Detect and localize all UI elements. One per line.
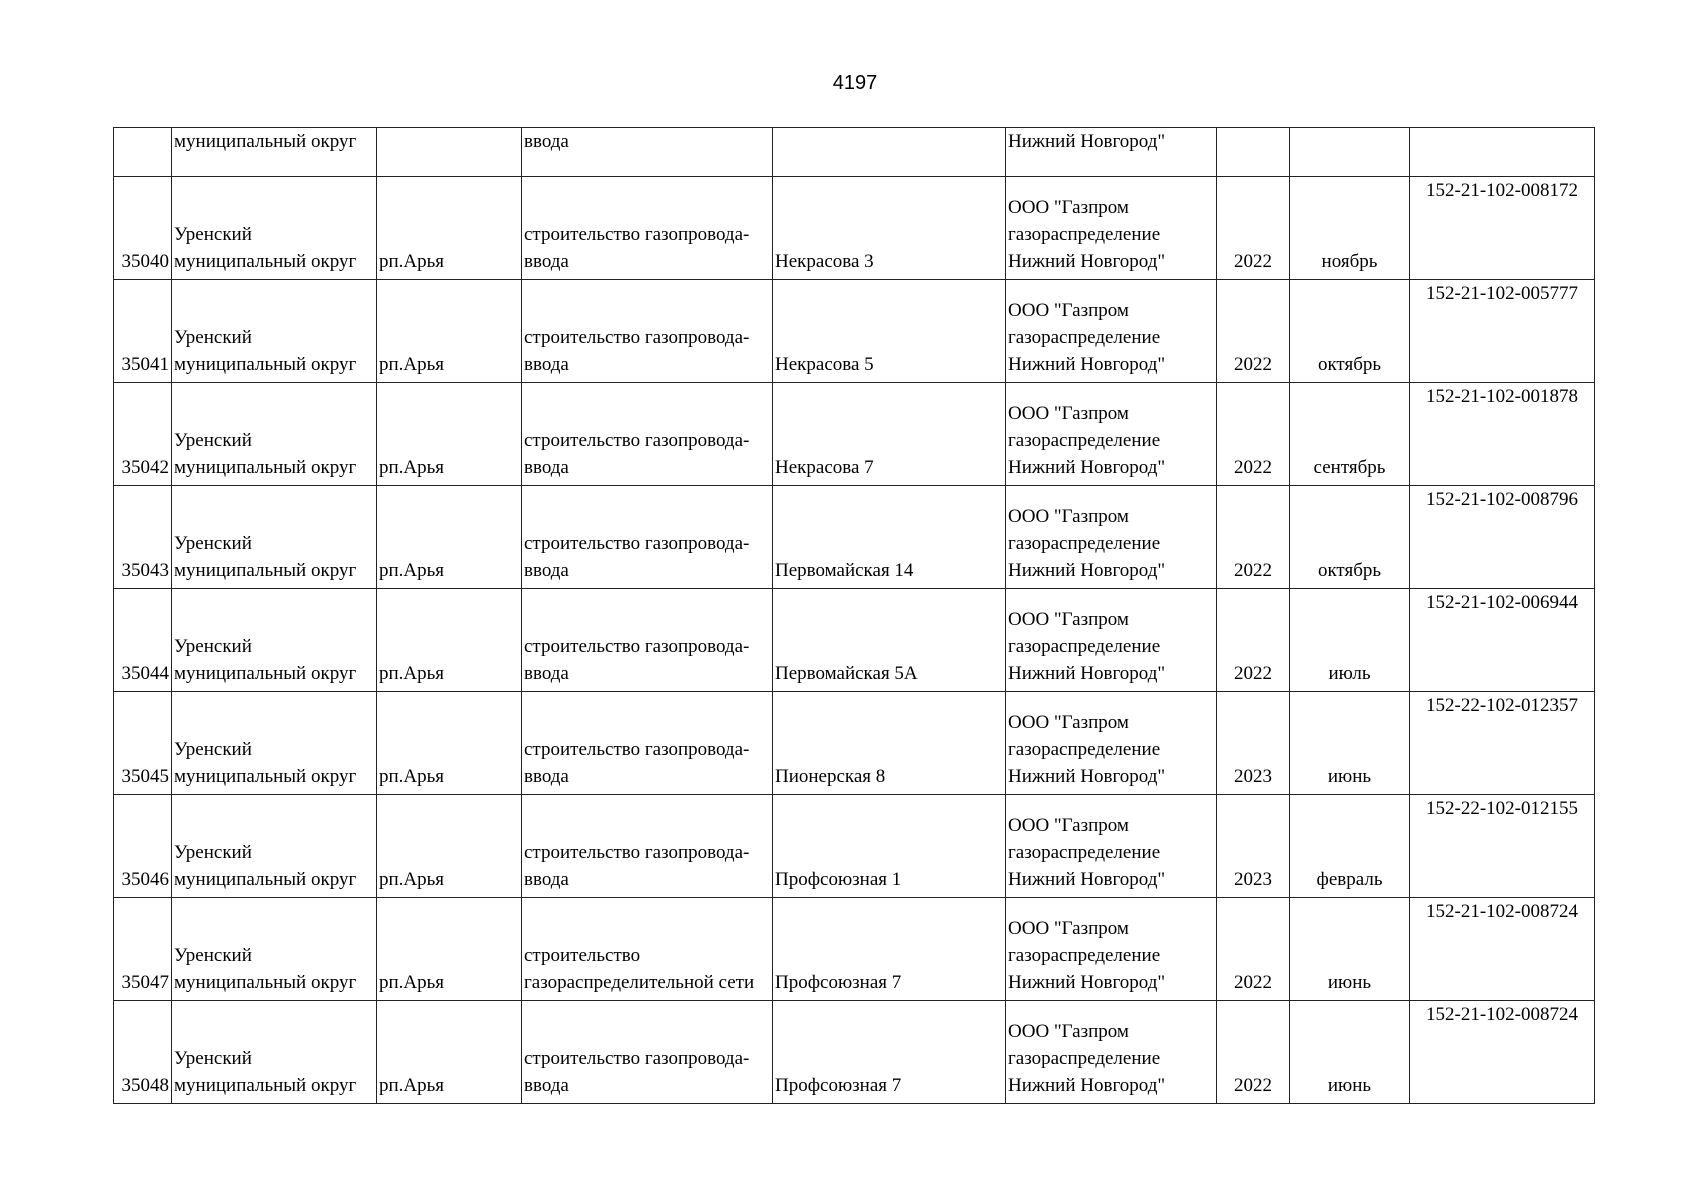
settlement-cell: рп.Арья [377,486,522,589]
organization-line: ООО "Газпром [1008,403,1129,424]
district-line: муниципальный округ [174,663,357,684]
organization-cell [1006,589,1217,692]
work-type-line: ввода [524,354,569,375]
table-row [114,1001,1595,1104]
year-cell: 2022 [1217,1001,1290,1104]
organization-line: Нижний Новгород" [1008,972,1166,993]
registry-table [113,127,1595,1104]
organization-line: Нижний Новгород" [1008,560,1166,581]
work-type-line: строительство газопровода- [524,842,750,863]
settlement-cell: рп.Арья [377,898,522,1001]
district-line: муниципальный округ [174,766,357,787]
work-type-cell [522,795,773,898]
page-number: 4197 [832,72,878,94]
organization-cell [1006,1001,1217,1104]
organization-cell [1006,383,1217,486]
work-type-cell [522,128,773,177]
settlement-cell: рп.Арья [377,383,522,486]
month-cell: сентябрь [1290,383,1410,486]
district-line: муниципальный округ [174,131,357,152]
settlement-cell: рп.Арья [377,589,522,692]
address-cell: Профсоюзная 1 [773,795,1006,898]
row-number-cell [114,128,172,177]
district-cell [172,1001,377,1104]
work-type-line: ввода [524,663,569,684]
organization-cell [1006,898,1217,1001]
registry-code-cell: 152-21-102-008724 [1410,898,1595,1001]
month-cell: июль [1290,589,1410,692]
district-cell [172,280,377,383]
table-row [114,795,1595,898]
year-cell: 2023 [1217,692,1290,795]
month-cell: октябрь [1290,486,1410,589]
address-cell: Первомайская 14 [773,486,1006,589]
table-row [114,383,1595,486]
work-type-cell [522,589,773,692]
work-type-cell [522,383,773,486]
organization-line: ООО "Газпром [1008,815,1129,836]
year-cell: 2023 [1217,795,1290,898]
organization-line: ООО "Газпром [1008,506,1129,527]
year-cell: 2022 [1217,589,1290,692]
settlement-cell: рп.Арья [377,177,522,280]
year-cell: 2022 [1217,898,1290,1001]
address-cell [773,128,1006,177]
settlement-cell [377,128,522,177]
district-line: муниципальный округ [174,251,357,272]
organization-line: газораспределение [1008,327,1161,348]
work-type-line: ввода [524,766,569,787]
district-line: муниципальный округ [174,869,357,890]
row-number-cell: 35041 [114,280,172,383]
district-line: муниципальный округ [174,972,357,993]
district-cell [172,128,377,177]
organization-cell [1006,795,1217,898]
organization-line: ООО "Газпром [1008,918,1129,939]
year-cell: 2022 [1217,177,1290,280]
work-type-line: строительство газопровода- [524,1048,750,1069]
registry-code-cell: 152-21-102-008724 [1410,1001,1595,1104]
table-row [114,589,1595,692]
registry-code-cell [1410,128,1595,177]
registry-code-cell: 152-21-102-008796 [1410,486,1595,589]
registry-code-cell: 152-21-102-008172 [1410,177,1595,280]
table-row [114,898,1595,1001]
organization-line: Нижний Новгород" [1008,1075,1166,1096]
district-cell [172,177,377,280]
month-cell: ноябрь [1290,177,1410,280]
year-cell [1217,128,1290,177]
month-cell: июнь [1290,692,1410,795]
organization-line: ООО "Газпром [1008,300,1129,321]
district-line: Уренский [174,945,252,966]
month-cell: февраль [1290,795,1410,898]
district-cell [172,795,377,898]
work-type-cell [522,692,773,795]
organization-cell [1006,486,1217,589]
work-type-cell [522,898,773,1001]
month-cell: июнь [1290,898,1410,1001]
organization-line: ООО "Газпром [1008,712,1129,733]
registry-code-cell: 152-21-102-001878 [1410,383,1595,486]
table-row [114,486,1595,589]
organization-line: Нижний Новгород" [1008,457,1166,478]
registry-table-body [114,128,1595,1104]
organization-cell [1006,692,1217,795]
address-cell: Профсоюзная 7 [773,1001,1006,1104]
table-row [114,177,1595,280]
settlement-cell: рп.Арья [377,692,522,795]
row-number-cell: 35046 [114,795,172,898]
address-cell: Пионерская 8 [773,692,1006,795]
organization-line: Нижний Новгород" [1008,869,1166,890]
address-cell: Некрасова 3 [773,177,1006,280]
table-row [114,128,1595,177]
organization-line: газораспределение [1008,224,1161,245]
district-line: Уренский [174,842,252,863]
district-line: муниципальный округ [174,354,357,375]
organization-cell [1006,177,1217,280]
settlement-cell: рп.Арья [377,1001,522,1104]
month-cell: октябрь [1290,280,1410,383]
row-number-cell: 35042 [114,383,172,486]
settlement-cell: рп.Арья [377,795,522,898]
organization-line: ООО "Газпром [1008,1021,1129,1042]
settlement-cell: рп.Арья [377,280,522,383]
address-cell: Некрасова 7 [773,383,1006,486]
work-type-line: строительство газопровода- [524,533,750,554]
district-cell [172,383,377,486]
row-number-cell: 35048 [114,1001,172,1104]
district-line: Уренский [174,224,252,245]
district-line: муниципальный округ [174,1075,357,1096]
work-type-line: ввода [524,251,569,272]
organization-line: газораспределение [1008,1048,1161,1069]
registry-code-cell: 152-21-102-005777 [1410,280,1595,383]
work-type-line: строительство газопровода- [524,739,750,760]
district-line: Уренский [174,1048,252,1069]
row-number-cell: 35043 [114,486,172,589]
work-type-line: ввода [524,560,569,581]
organization-line: ООО "Газпром [1008,609,1129,630]
row-number-cell: 35045 [114,692,172,795]
organization-line: газораспределение [1008,842,1161,863]
work-type-line: ввода [524,457,569,478]
district-line: Уренский [174,636,252,657]
work-type-line: строительство газопровода- [524,327,750,348]
work-type-line: ввода [524,131,569,152]
row-number-cell: 35047 [114,898,172,1001]
organization-line: газораспределение [1008,945,1161,966]
month-cell [1290,128,1410,177]
district-cell [172,589,377,692]
work-type-line: газораспределительной сети [524,972,755,993]
district-line: Уренский [174,533,252,554]
district-line: Уренский [174,327,252,348]
organization-line: Нижний Новгород" [1008,131,1166,152]
district-line: Уренский [174,739,252,760]
work-type-line: ввода [524,869,569,890]
table-row [114,280,1595,383]
address-cell: Профсоюзная 7 [773,898,1006,1001]
district-cell [172,692,377,795]
organization-line: Нижний Новгород" [1008,663,1166,684]
year-cell: 2022 [1217,383,1290,486]
district-line: Уренский [174,430,252,451]
organization-line: газораспределение [1008,430,1161,451]
row-number-cell: 35040 [114,177,172,280]
organization-line: Нижний Новгород" [1008,251,1166,272]
organization-line: Нижний Новгород" [1008,354,1166,375]
registry-code-cell: 152-21-102-006944 [1410,589,1595,692]
year-cell: 2022 [1217,280,1290,383]
organization-cell [1006,280,1217,383]
table-row [114,692,1595,795]
month-cell: июнь [1290,1001,1410,1104]
work-type-line: ввода [524,1075,569,1096]
organization-cell [1006,128,1217,177]
work-type-line: строительство газопровода- [524,430,750,451]
organization-line: ООО "Газпром [1008,197,1129,218]
registry-code-cell: 152-22-102-012357 [1410,692,1595,795]
address-cell: Первомайская 5А [773,589,1006,692]
work-type-cell [522,280,773,383]
year-cell: 2022 [1217,486,1290,589]
work-type-cell [522,486,773,589]
organization-line: газораспределение [1008,636,1161,657]
work-type-line: строительство газопровода- [524,224,750,245]
organization-line: газораспределение [1008,533,1161,554]
district-cell [172,898,377,1001]
district-cell [172,486,377,589]
row-number-cell: 35044 [114,589,172,692]
address-cell: Некрасова 5 [773,280,1006,383]
organization-line: Нижний Новгород" [1008,766,1166,787]
district-line: муниципальный округ [174,457,357,478]
work-type-line: строительство [524,945,641,966]
registry-code-cell: 152-22-102-012155 [1410,795,1595,898]
district-line: муниципальный округ [174,560,357,581]
organization-line: газораспределение [1008,739,1161,760]
work-type-cell [522,177,773,280]
work-type-cell [522,1001,773,1104]
work-type-line: строительство газопровода- [524,636,750,657]
